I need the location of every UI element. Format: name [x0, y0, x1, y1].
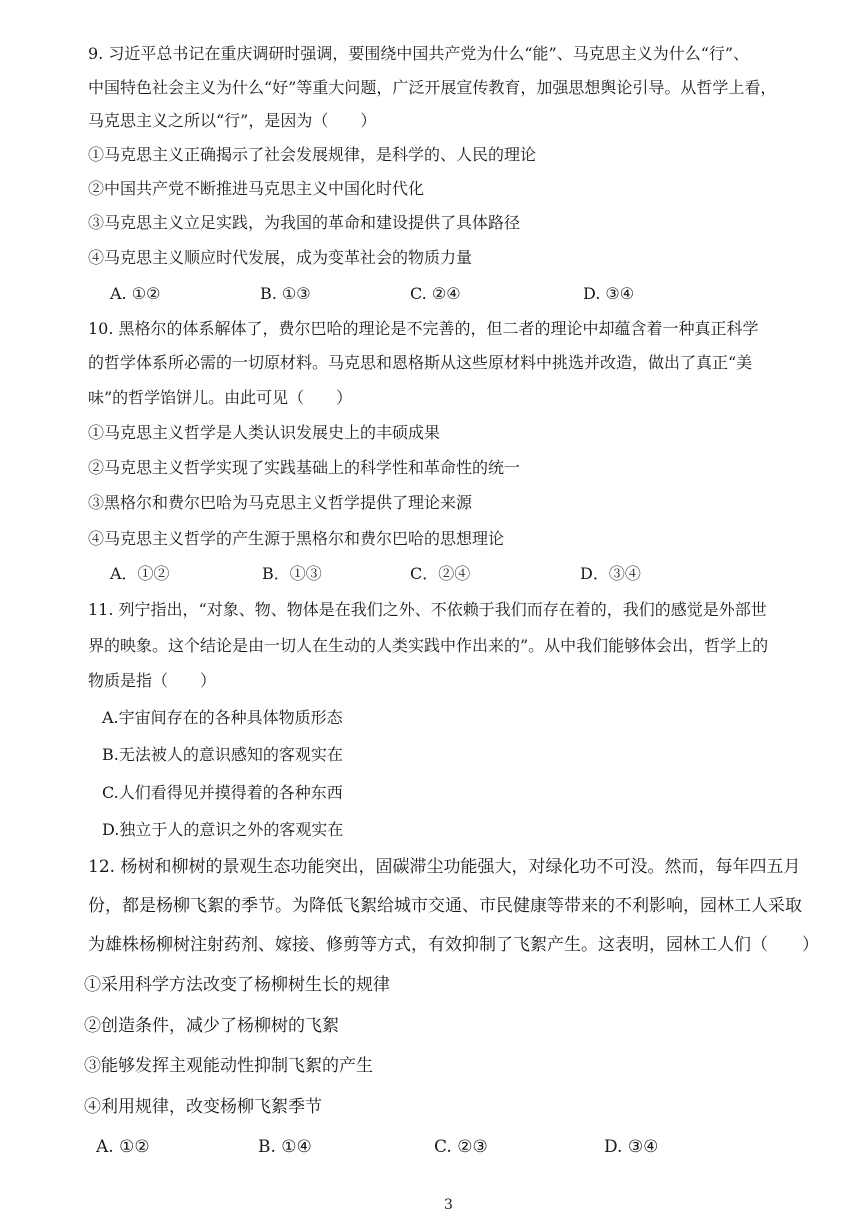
question-10-item-2: ②马克思主义哲学实现了实践基础上的科学性和革命性的统一: [88, 458, 521, 477]
option-c[interactable]: C．②④: [410, 564, 471, 583]
question-11-choice-c[interactable]: C.人们看得见并摸得着的各种东西: [102, 783, 343, 802]
question-11-choice-d[interactable]: D.独立于人的意识之外的客观实在: [102, 820, 344, 839]
question-10-item-4: ④马克思主义哲学的产生源于黑格尔和费尔巴哈的思想理论: [88, 529, 505, 548]
question-12-stem-line-2: 份，都是杨柳飞絮的季节。为降低飞絮给城市交通、市民健康等带来的不利影响，园林工人采取: [88, 896, 802, 916]
question-9-stem-line-1: 9. 习近平总书记在重庆调研时强调，要围绕中国共产党为什么“能”、马克思主义为什么“行”、: [88, 44, 750, 63]
question-11-stem-line-1: 11. 列宁指出，“对象、物、物体是在我们之外、不依赖于我们而存在着的，我们的感觉是外部世: [88, 600, 767, 619]
question-9-item-1: ①马克思主义正确揭示了社会发展规律，是科学的、人民的理论: [88, 145, 537, 164]
option-d[interactable]: D. ③④: [583, 284, 635, 303]
question-9-item-3: ③马克思主义立足实践，为我国的革命和建设提供了具体路径: [88, 213, 521, 232]
question-10-stem-line-2: 的哲学体系所必需的一切原材料。马克思和恩格斯从这些原材料中挑选并改造，做出了真正“美: [88, 353, 753, 372]
question-9-options: [110, 284, 670, 306]
question-9-stem-line-3: 马克思主义之所以“行”，是因为（ ）: [88, 111, 377, 130]
option-b[interactable]: B. ①④: [258, 1137, 312, 1157]
option-a[interactable]: A．①②: [110, 564, 170, 583]
question-9-stem-line-2: 中国特色社会主义为什么“好”等重大问题，广泛开展宣传教育，加强思想舆论引导。从哲学上看，: [88, 78, 777, 97]
question-12-stem-line-1: 12. 杨树和柳树的景观生态功能突出，固碳滞尘功能强大，对绿化功不可没。然而，每年四五月: [88, 857, 801, 877]
option-d[interactable]: D. ③④: [604, 1137, 659, 1157]
option-a[interactable]: A. ①②: [110, 284, 161, 303]
question-11-choice-a[interactable]: A.宇宙间存在的各种具体物质形态: [102, 708, 343, 727]
question-11-stem-line-3: 物质是指（ ）: [88, 671, 217, 690]
question-12-item-4: ④利用规律，改变杨柳飞絮季节: [84, 1097, 322, 1117]
option-c[interactable]: C. ②③: [434, 1137, 488, 1157]
question-10-options: [110, 564, 670, 586]
page-number: 3: [444, 1197, 453, 1213]
question-10-stem-line-1: 10. 黑格尔的体系解体了，费尔巴哈的理论是不完善的，但二者的理论中却蕴含着一种真正科学: [88, 319, 759, 338]
option-b[interactable]: B．①③: [262, 564, 322, 583]
question-10-stem-line-3: 味”的哲学馅饼儿。由此可见（ ）: [88, 388, 353, 407]
question-11-choice-b[interactable]: B.无法被人的意识感知的客观实在: [102, 745, 343, 764]
option-b[interactable]: B. ①③: [260, 284, 311, 303]
question-12-item-3: ③能够发挥主观能动性抑制飞絮的产生: [84, 1056, 373, 1076]
question-12-stem-line-3: 为雄株杨柳树注射药剂、嫁接、修剪等方式，有效抑制了飞絮产生。这表明，园林工人们（ ）: [88, 935, 819, 955]
question-12-options: [96, 1137, 696, 1159]
option-c[interactable]: C. ②④: [410, 284, 461, 303]
question-9-item-2: ②中国共产党不断推进马克思主义中国化时代化: [88, 179, 425, 198]
question-9-item-4: ④马克思主义顺应时代发展，成为变革社会的物质力量: [88, 248, 473, 267]
question-12-item-2: ②创造条件，减少了杨柳树的飞絮: [84, 1016, 339, 1036]
question-10-item-3: ③黑格尔和费尔巴哈为马克思主义哲学提供了理论来源: [88, 493, 473, 512]
option-a[interactable]: A. ①②: [96, 1137, 150, 1157]
question-12-item-1: ①采用科学方法改变了杨柳树生长的规律: [84, 975, 390, 995]
option-d[interactable]: D．③④: [580, 564, 641, 583]
question-10-item-1: ①马克思主义哲学是人类认识发展史上的丰硕成果: [88, 423, 441, 442]
question-11-stem-line-2: 界的映象。这个结论是由一切人在生动的人类实践中作出来的”。从中我们能够体会出，哲学上的: [88, 636, 769, 655]
